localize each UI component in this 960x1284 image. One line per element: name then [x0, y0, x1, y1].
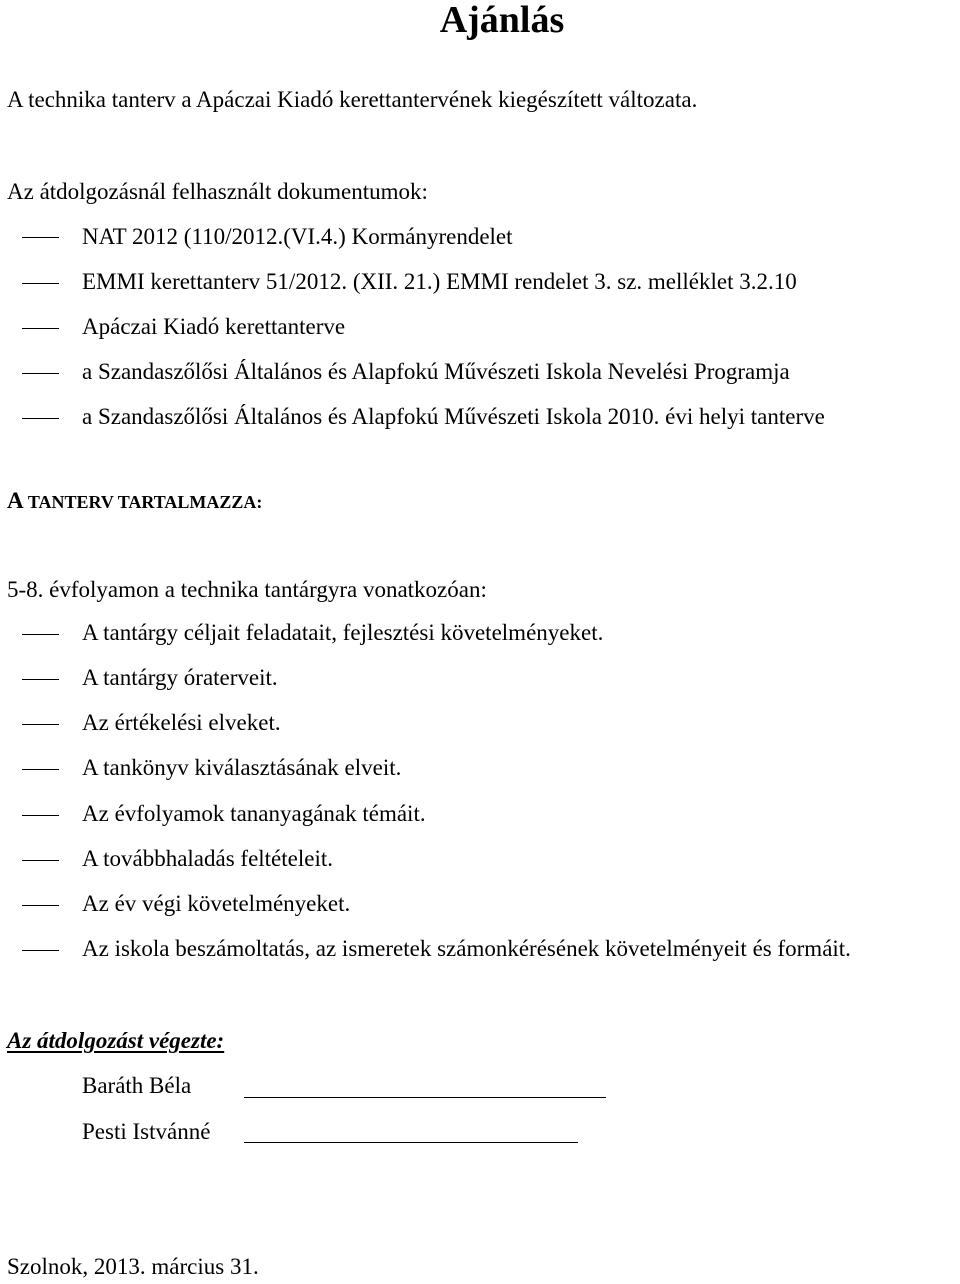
dash-bullet	[22, 237, 59, 238]
place-date: Szolnok, 2013. március 31.	[7, 1254, 259, 1279]
list-item-text: A tankönyv kiválasztásának elveit.	[82, 755, 402, 780]
list-item-text: EMMI kerettanterv 51/2012. (XII. 21.) EMMI rendelet 3. sz. melléklet 3.2.10	[82, 269, 797, 294]
contents-heading	[7, 487, 262, 516]
dash-bullet	[22, 950, 59, 951]
list-item-text: Az értékelési elveket.	[82, 710, 281, 735]
dash-bullet	[22, 905, 59, 906]
contents-heading-rest: TANTERV TARTALMAZZA:	[27, 492, 263, 512]
list-item-text: A tantárgy céljait feladatait, fejlesztési követelményeket.	[82, 620, 604, 645]
list-item-text: A tantárgy óraterveit.	[82, 665, 278, 690]
dash-bullet	[22, 679, 59, 680]
list-item-text: A továbbhaladás feltételeit.	[82, 846, 333, 871]
list-item-text: NAT 2012 (110/2012.(VI.4.) Kormányrendelet	[82, 224, 513, 249]
list-item-text: a Szandaszőlősi Általános és Alapfokú Művészeti Iskola Nevelési Programja	[82, 359, 790, 384]
sources-heading: Az átdolgozásnál felhasznált dokumentumok:	[7, 179, 428, 204]
dash-bullet	[22, 373, 59, 374]
author-name: Baráth Béla	[82, 1073, 192, 1098]
list-item-text: a Szandaszőlősi Általános és Alapfokú Művészeti Iskola 2010. évi helyi tanterve	[82, 404, 825, 429]
signature-line	[244, 1097, 606, 1098]
contents-subheading: 5-8. évfolyamon a technika tantárgyra vonatkozóan:	[7, 577, 487, 602]
dash-bullet	[22, 283, 59, 284]
dash-bullet	[22, 328, 59, 329]
signature-line	[244, 1142, 578, 1143]
intro-paragraph: A technika tanterv a Apáczai Kiadó kerettantervének kiegészített változata.	[7, 87, 698, 112]
dash-bullet	[22, 815, 59, 816]
contents-heading-initial: A	[7, 488, 24, 513]
page-title: Ajánlás	[439, 0, 565, 41]
dash-bullet	[22, 418, 59, 419]
list-item-text: Az évfolyamok tananyagának témáit.	[82, 801, 426, 826]
dash-bullet	[22, 769, 59, 770]
dash-bullet	[22, 724, 59, 725]
author-name: Pesti Istvánné	[82, 1119, 211, 1144]
list-item-text: Apáczai Kiadó kerettanterve	[82, 314, 346, 339]
authors-heading: Az átdolgozást végezte:	[7, 1028, 225, 1053]
dash-bullet	[22, 860, 59, 861]
list-item-text: Az év végi követelményeket.	[82, 891, 351, 916]
list-item-text: Az iskola beszámoltatás, az ismeretek számonkérésének követelményeit és formáit.	[82, 936, 851, 961]
dash-bullet	[22, 634, 59, 635]
